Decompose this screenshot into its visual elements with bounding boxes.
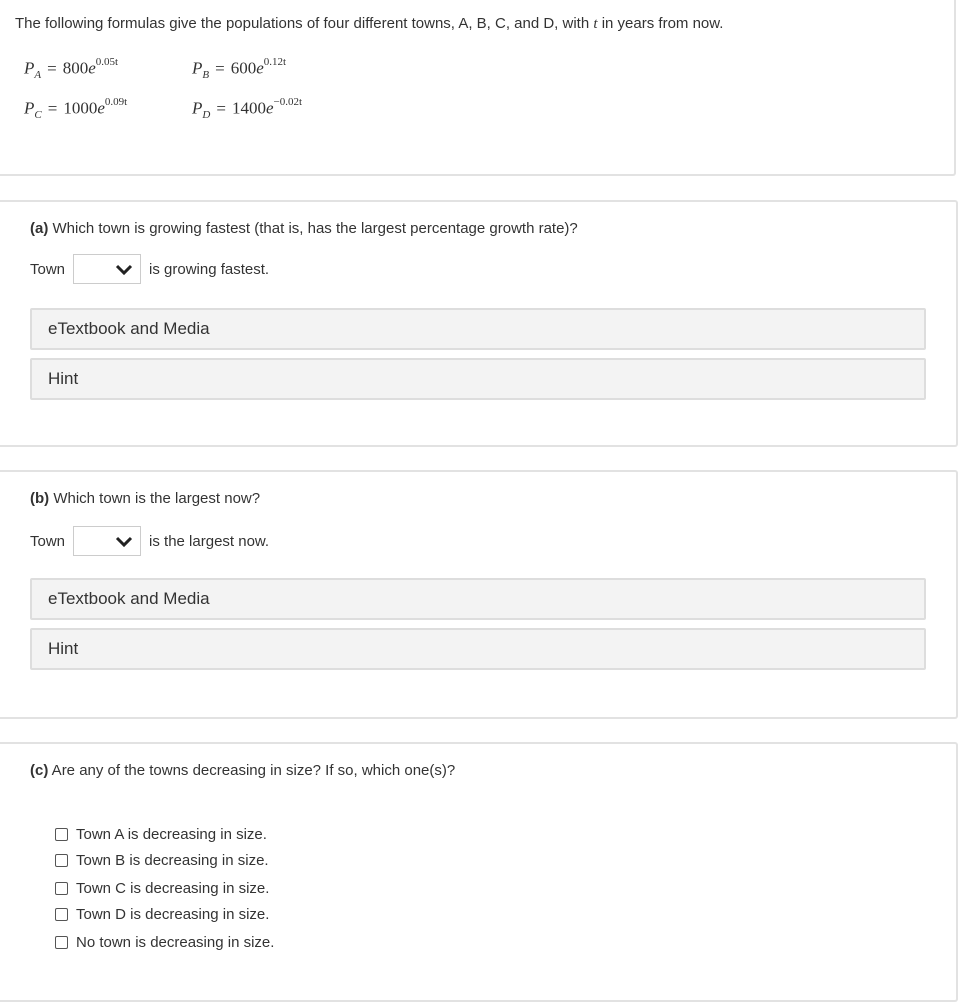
chevron-down-icon [115, 264, 133, 276]
intro-section [0, 0, 956, 176]
part-b-card [0, 470, 958, 719]
formula-a: $P_A = 800e^{0.05t}$ [24, 56, 119, 82]
part-c-question: (c) Are any of the towns decreasing in size? If so, which one(s)? [30, 762, 456, 779]
part-a-suffix: is growing fastest. [149, 260, 270, 278]
option-town-c[interactable]: Town C is decreasing in size. [55, 880, 269, 897]
intro-text [15, 15, 723, 33]
part-b-answer-row [30, 526, 269, 556]
intro-variable: t [593, 16, 598, 32]
part-b-suffix: is the largest now. [149, 532, 270, 550]
part-a-card [0, 200, 958, 447]
part-a-hint-panel[interactable]: Hint [30, 358, 926, 400]
part-a-answer-row [30, 254, 269, 284]
checkbox[interactable] [55, 936, 68, 949]
option-town-d[interactable]: Town D is decreasing in size. [55, 906, 269, 923]
intro-text-before: The following formulas give the populations of four different towns, A, B, C, and D, with [15, 15, 594, 32]
formula-c: $P_C = 1000e^{0.09t}$ [24, 96, 128, 122]
part-c-card [0, 742, 958, 1002]
checkbox[interactable] [55, 854, 68, 867]
part-b-etextbook-panel[interactable]: eTextbook and Media [30, 578, 926, 620]
formula-d: $P_D = 1400e^{-0.02t}$ [192, 96, 302, 122]
part-b-question: (b) Which town is the largest now? [30, 490, 261, 507]
part-a-town-select[interactable] [73, 254, 141, 284]
option-town-a[interactable]: Town A is decreasing in size. [55, 826, 267, 843]
part-b-prefix: Town [30, 532, 66, 550]
part-b-town-select[interactable] [73, 526, 141, 556]
option-no-town[interactable]: No town is decreasing in size. [55, 934, 274, 951]
part-a-etextbook-panel[interactable]: eTextbook and Media [30, 308, 926, 350]
checkbox[interactable] [55, 828, 68, 841]
option-town-b[interactable]: Town B is decreasing in size. [55, 852, 269, 869]
checkbox[interactable] [55, 908, 68, 921]
intro-text-after: in years from now. [597, 15, 724, 32]
part-b-hint-panel[interactable]: Hint [30, 628, 926, 670]
formula-b: $P_B = 600e^{0.12t}$ [192, 56, 287, 82]
checkbox[interactable] [55, 882, 68, 895]
part-a-prefix: Town [30, 260, 66, 278]
chevron-down-icon [115, 536, 133, 548]
part-a-question: (a) Which town is growing fastest (that is, has the largest percentage growth rate)? [30, 220, 578, 237]
